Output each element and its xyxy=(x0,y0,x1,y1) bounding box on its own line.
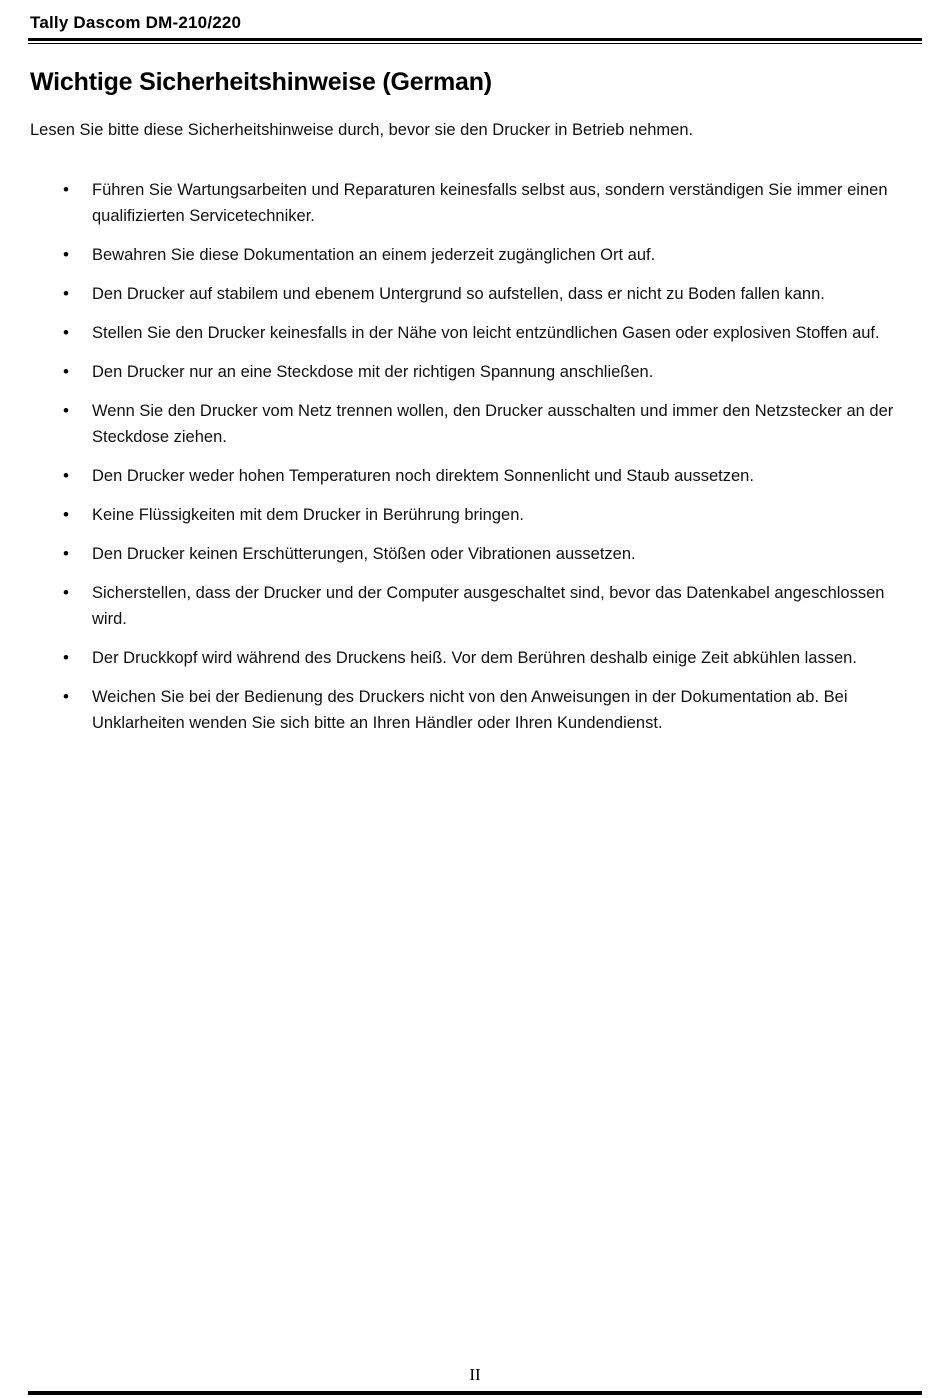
header-rule-thick xyxy=(28,38,922,41)
page-number: II xyxy=(469,1365,481,1384)
list-item: • Führen Sie Wartungsarbeiten und Reparaturen keinesfalls selbst aus, sondern verständigen Sie immer einen qualifizierten Servicetechniker. xyxy=(30,177,920,229)
list-item: • Wenn Sie den Drucker vom Netz trennen wollen, den Drucker ausschalten und immer den Netzstecker an der Steckdose ziehen. xyxy=(30,398,920,450)
footer-rule xyxy=(28,1391,922,1395)
list-item: • Stellen Sie den Drucker keinesfalls in der Nähe von leicht entzündlichen Gasen oder explosiven Stoffen auf. xyxy=(30,320,920,346)
list-item: • Den Drucker keinen Erschütterungen, Stößen oder Vibrationen aussetzen. xyxy=(30,541,920,567)
list-item: • Bewahren Sie diese Dokumentation an einem jederzeit zugänglichen Ort auf. xyxy=(30,242,920,268)
list-item: • Den Drucker nur an eine Steckdose mit der richtigen Spannung anschließen. xyxy=(30,359,920,385)
header-rule-thin xyxy=(28,43,922,44)
list-item: • Der Druckkopf wird während des Druckens heiß. Vor dem Berühren deshalb einige Zeit abkühlen lassen. xyxy=(30,645,920,671)
page-header xyxy=(0,0,950,44)
list-item: • Sicherstellen, dass der Drucker und der Computer ausgeschaltet sind, bevor das Datenkabel angeschlossen wird. xyxy=(30,580,920,632)
header-title: Tally Dascom DM-210/220 xyxy=(30,13,242,32)
intro-paragraph: Lesen Sie bitte diese Sicherheitshinweise durch, bevor sie den Drucker in Betrieb nehmen. xyxy=(30,121,694,139)
safety-bullet-list xyxy=(30,177,920,736)
list-item: • Den Drucker auf stabilem und ebenem Untergrund so aufstellen, dass er nicht zu Boden fallen kann. xyxy=(30,281,920,307)
page-title: Wichtige Sicherheitshinweise (German) xyxy=(30,68,492,96)
document-body xyxy=(0,68,950,736)
list-item: • Keine Flüssigkeiten mit dem Drucker in Berührung bringen. xyxy=(30,502,920,528)
page-footer xyxy=(0,1365,950,1398)
list-item: • Weichen Sie bei der Bedienung des Druckers nicht von den Anweisungen in der Dokumentation ab. Bei Unklarheiten wenden Sie sich bitte an Ihren Händler oder Ihren Kundendienst. xyxy=(30,684,920,736)
list-item: • Den Drucker weder hohen Temperaturen noch direktem Sonnenlicht und Staub aussetzen. xyxy=(30,463,920,489)
